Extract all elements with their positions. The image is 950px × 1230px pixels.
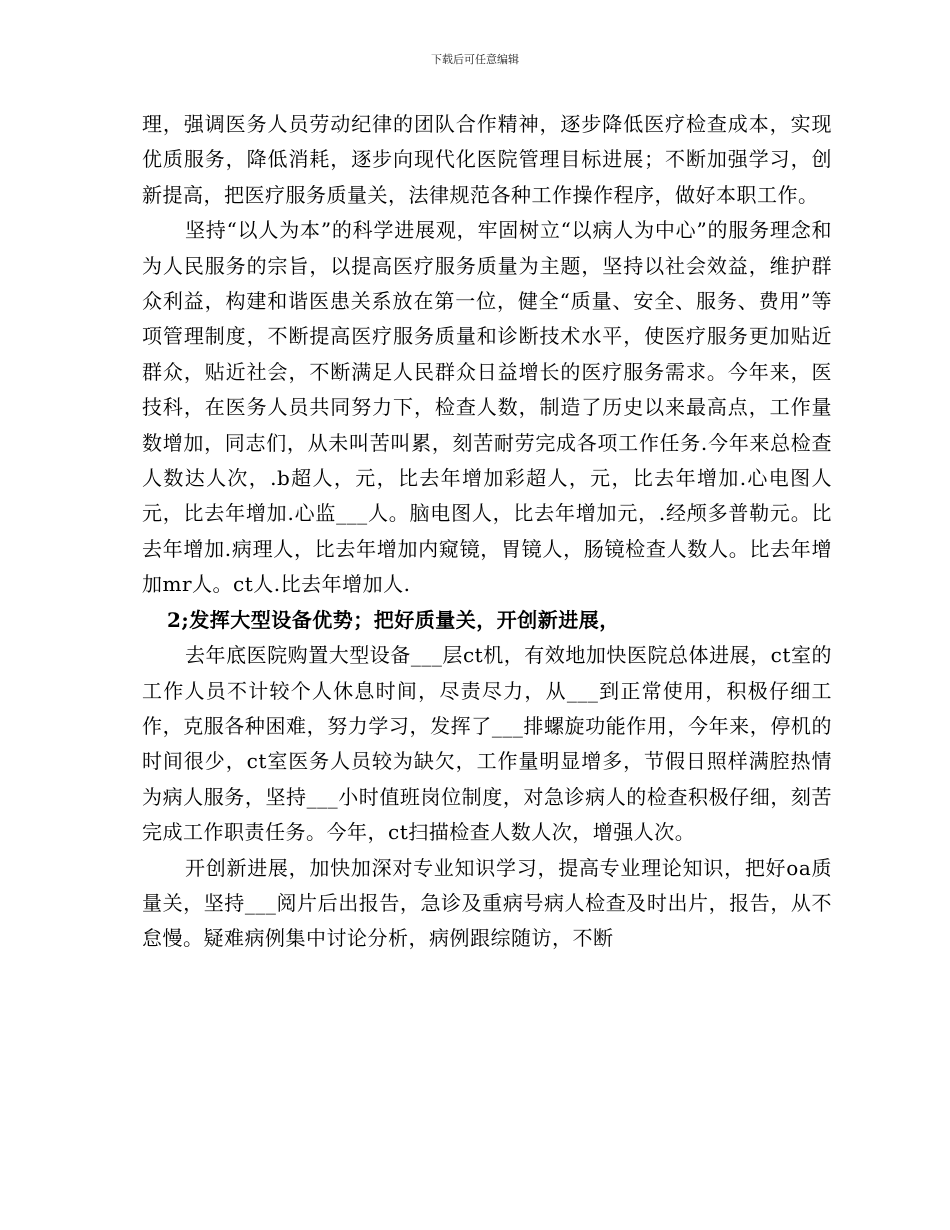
section-heading: 2;发挥大型设备优势；把好质量关，开创新进展， bbox=[167, 607, 620, 632]
paragraph-innovation: 开创新进展，加快加深对专业知识学习，提高专业理论知识，把好oa质量关，坚持___阅片后出报告，急诊及重病号病人检查及时出片，报告，从不怠慢。疑难病例集中讨论分析，病例跟综随访，不断 bbox=[142, 855, 832, 951]
paragraph-people-oriented: 坚持“以人为本”的科学进展观，牢固树立“以病人为中心”的服务理念和为人民服务的宗旨，以提高医疗服务质量为主题，坚持以社会效益，维护群众利益，构建和谐医患关系放在第一位，健全“质量、安全、服务、费用”等项管理制度，不断提高医疗服务质量和诊断技术水平，使医疗服务更加贴近群众，贴近社会，不断满足人民群众日益增长的医疗服务需求。今年来，医技科，在医务人员共同努力下，检查人数，制造了历史以来最高点，工作量数增加，同志们，从未叫苦叫累，刻苦耐劳完成各项工作任务.今年来总检查人数达人次，.b超人，元，比去年增加彩超人，元，比去年增加.心电图人元，比去年增加.心监___人。脑电图人，比去年增加元，.经颅多普勒元。比去年增加.病理人，比去年增加内窥镜，胃镜人，肠镜检查人数人。比去年增加mr人。ct人.比去年增加人. bbox=[142, 218, 832, 597]
document-body bbox=[142, 107, 832, 957]
paragraph-ct-equipment: 去年底医院购置大型设备___层ct机，有效地加快医院总体进展，ct室的工作人员不计较个人休息时间，尽责尽力，从___到正常使用，积极仔细工作，克服各种困难，努力学习，发挥了___排螺旋功能作用，今年来，停机的时间很少，ct室医务人员较为缺欠，工作量明显增多，节假日照样满腔热情为病人服务，坚持___小时值班岗位制度，对急诊病人的检查积极仔细，刻苦完成工作职责任务。今年，ct扫描检查人数人次，增强人次。 bbox=[142, 643, 832, 845]
paragraph-continuation: 理，强调医务人员劳动纪律的团队合作精神，逐步降低医疗检查成本，实现优质服务，降低消耗，逐步向现代化医院管理目标进展；不断加强学习，创新提高，把医疗服务质量关，法律规范各种工作操作程序，做好本职工作。 bbox=[142, 112, 832, 207]
page-header: 下载后可任意编辑 bbox=[431, 53, 519, 66]
